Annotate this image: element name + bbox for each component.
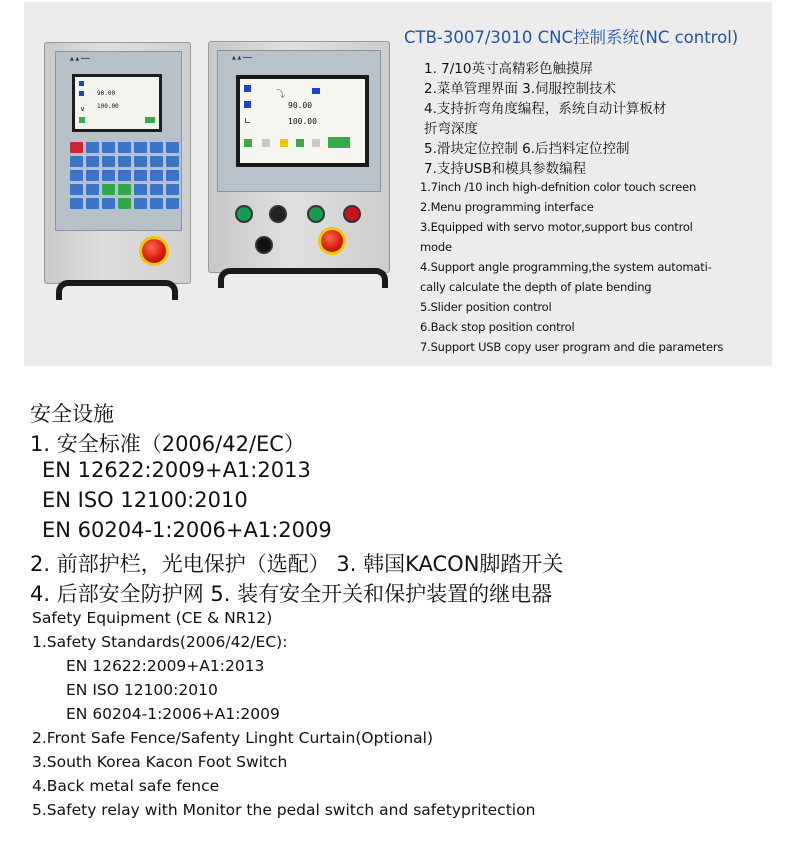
- feature-cn: 折弯深度: [424, 121, 478, 137]
- keypad-key: [70, 198, 83, 209]
- keypad-key: [86, 142, 99, 153]
- keypad-key: [166, 170, 179, 181]
- keypad-key: [86, 170, 99, 181]
- feature-en: 3.Equipped with servo motor,support bus control: [420, 220, 693, 234]
- keypad-key: [166, 198, 179, 209]
- safety-item-en: 3.South Korea Kacon Foot Switch: [32, 753, 288, 771]
- product-title: CTB-3007/3010 CNC控制系统(NC control): [404, 28, 739, 47]
- keypad-key: [70, 170, 83, 181]
- safety-item-en: 5.Safety relay with Monitor the pedal switch and safetypritection: [32, 801, 536, 819]
- screen-icon: [312, 139, 320, 147]
- keypad-key: [102, 156, 115, 167]
- controller-bezel: [217, 50, 381, 192]
- keypad: [70, 142, 185, 209]
- green-button: [235, 205, 253, 223]
- keypad-key: [102, 170, 115, 181]
- keypad-key: [166, 184, 179, 195]
- screen-icon: [79, 117, 85, 123]
- feature-cn: 1. 7/10英寸高精彩色触摸屏: [424, 61, 593, 77]
- safety-item-cn: 2. 前部护栏，光电保护（选配） 3. 韩国KACON脚踏开关: [30, 552, 564, 576]
- controller-screen: [72, 74, 162, 132]
- bend-icon: ⤵: [276, 90, 286, 100]
- screen-icon: [244, 101, 251, 108]
- controller-3010-image: [208, 41, 390, 273]
- feature-en: 7.Support USB copy user program and die parameters: [420, 340, 724, 354]
- screen-icon: [312, 88, 320, 94]
- keypad-key: [134, 170, 147, 181]
- keypad-key: [150, 156, 163, 167]
- safety-standard: EN 12622:2009+A1:2013: [42, 458, 311, 482]
- keypad-key: [102, 142, 115, 153]
- screen-icon: [296, 139, 304, 147]
- green-button: [307, 205, 325, 223]
- keypad-key: [150, 198, 163, 209]
- safety-item-cn: 1. 安全标准（2006/42/EC）: [30, 432, 305, 456]
- keypad-key: [134, 198, 147, 209]
- keypad-key: [166, 142, 179, 153]
- keypad-key: [118, 142, 131, 153]
- controller-logo: ▲ ▲ ━━━: [232, 55, 252, 61]
- controller-handle: [56, 280, 178, 300]
- bend-icon: ∟: [244, 117, 252, 127]
- screen-angle-value: 90.00: [97, 90, 116, 97]
- keypad-key: [70, 184, 83, 195]
- screen-icon: [280, 139, 288, 147]
- feature-en: 4.Support angle programming,the system automati-: [420, 260, 712, 274]
- keypad-key: [134, 142, 147, 153]
- safety-item-en: 2.Front Safe Fence/Safenty Linght Curtain(Optional): [32, 729, 434, 747]
- safety-standard: EN ISO 12100:2010: [42, 488, 248, 512]
- feature-cn: 4.支持折弯角度编程，系统自动计算板材: [424, 101, 667, 117]
- keypad-key: [134, 184, 147, 195]
- screen-angle-value: 90.00: [288, 101, 313, 110]
- red-button: [343, 205, 361, 223]
- keypad-key: [150, 142, 163, 153]
- emergency-stop-button: [321, 230, 343, 252]
- screen-icon: [145, 117, 155, 123]
- controller-screen: [236, 75, 369, 167]
- keypad-key: [166, 156, 179, 167]
- screen-icon: [328, 137, 350, 148]
- key-switch: [255, 236, 273, 254]
- safety-standard-en: EN 60204-1:2006+A1:2009: [66, 705, 280, 723]
- screen-icon: [244, 139, 252, 147]
- emergency-stop-button: [142, 239, 166, 263]
- keypad-key: [86, 198, 99, 209]
- screen-icon: [79, 81, 84, 86]
- feature-cn: 7.支持USB和模具参数编程: [424, 161, 587, 177]
- feature-cn: 2.菜单管理界面 3.伺服控制技术: [424, 81, 617, 97]
- safety-item-cn: 4. 后部安全防护网 5. 装有安全开关和保护装置的继电器: [30, 582, 553, 606]
- safety-item-en: 4.Back metal safe fence: [32, 777, 220, 795]
- controller-bezel: [55, 51, 182, 231]
- feature-en: cally calculate the depth of plate bending: [420, 280, 652, 294]
- feature-en: 2.Menu programming interface: [420, 200, 594, 214]
- safety-standard: EN 60204-1:2006+A1:2009: [42, 518, 332, 542]
- feature-en: mode: [420, 240, 452, 254]
- safety-item-en: 1.Safety Standards(2006/42/EC):: [32, 633, 288, 651]
- keypad-key: [118, 170, 131, 181]
- feature-en: 6.Back stop position control: [420, 320, 575, 334]
- feature-en: 5.Slider position control: [420, 300, 552, 314]
- screen-icon: [262, 139, 270, 147]
- screen-depth-value: 100.00: [288, 117, 317, 126]
- screen-icon: [244, 85, 251, 92]
- keypad-key: [102, 184, 115, 195]
- controller-3007-image: [44, 42, 191, 284]
- keypad-key: [102, 198, 115, 209]
- feature-cn: 5.滑块定位控制 6.后挡料定位控制: [424, 141, 630, 157]
- safety-standard-en: EN 12622:2009+A1:2013: [66, 657, 265, 675]
- screen-depth-value: 100.00: [97, 103, 119, 110]
- controller-handle: [218, 268, 388, 288]
- keypad-key: [134, 156, 147, 167]
- bend-icon: ∨: [80, 105, 86, 113]
- screen-icon: [79, 91, 84, 96]
- keypad-key: [86, 156, 99, 167]
- keypad-key: [118, 156, 131, 167]
- controller-logo: ▲ ▲ ━━━: [70, 56, 90, 62]
- keypad-key: [150, 170, 163, 181]
- safety-standard-en: EN ISO 12100:2010: [66, 681, 218, 699]
- black-button: [269, 205, 287, 223]
- feature-en: 1.7inch /10 inch high-defnition color touch screen: [420, 180, 697, 194]
- keypad-key: [118, 184, 131, 195]
- safety-heading-en: Safety Equipment (CE & NR12): [32, 609, 273, 627]
- keypad-key: [118, 198, 131, 209]
- keypad-key: [86, 184, 99, 195]
- safety-heading-cn: 安全设施: [30, 402, 114, 426]
- keypad-key: [150, 184, 163, 195]
- keypad-key: [70, 142, 83, 153]
- keypad-key: [70, 156, 83, 167]
